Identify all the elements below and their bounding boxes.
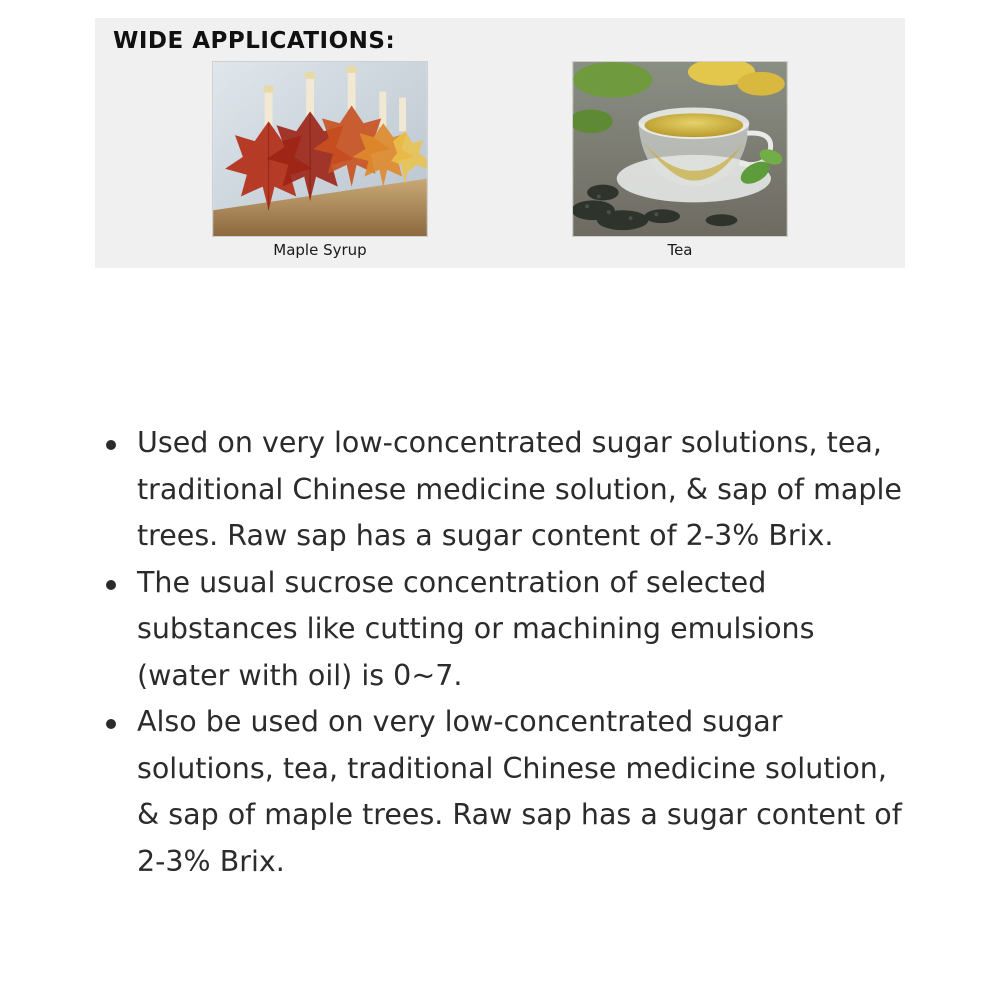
tea-caption: Tea: [667, 241, 693, 259]
feature-text: The usual sucrose concentration of selected substances like cutting or machining emulsions (water with oil) is 0~7.: [137, 565, 815, 692]
bullet-icon: [106, 719, 116, 729]
feature-item: [104, 560, 904, 700]
banner-title: WIDE APPLICATIONS:: [113, 28, 396, 54]
feature-text: Used on very low-concentrated sugar solutions, tea, traditional Chinese medicine solution, & sap of maple trees. Raw sap has a sugar content of 2-3% Brix.: [137, 426, 902, 552]
bullet-icon: [106, 440, 116, 450]
application-tea: [572, 61, 788, 259]
maple-syrup-caption: Maple Syrup: [273, 241, 367, 259]
bullet-icon: [106, 580, 116, 590]
feature-text: Also be used on very low-concentrated sugar solutions, tea, traditional Chinese medicine solution, & sap of maple trees. Raw sap has a sugar content of 2-3% Brix.: [137, 705, 902, 878]
feature-item: [104, 420, 904, 560]
application-maple-syrup: [212, 61, 428, 259]
maple-syrup-image: [212, 61, 428, 237]
feature-list: [104, 420, 904, 885]
tea-image: [572, 61, 788, 237]
applications-banner: [95, 18, 905, 268]
feature-item: [104, 699, 904, 885]
